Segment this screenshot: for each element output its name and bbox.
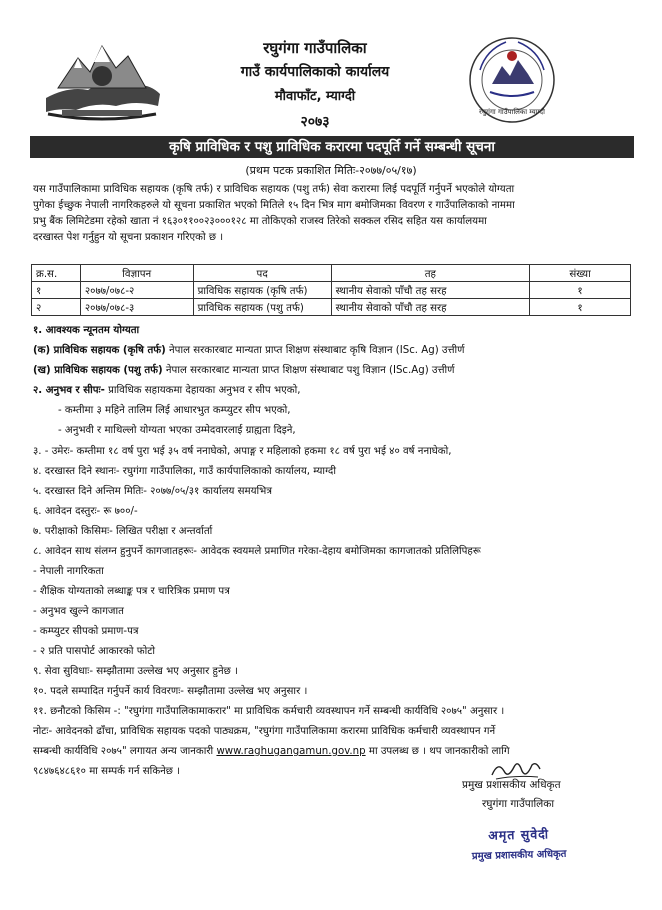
note-line — [33, 743, 633, 757]
experience-heading — [33, 382, 633, 396]
signatory-designation: प्रमुख प्रशासकीय अधिकृत — [462, 779, 561, 791]
qualification-agriculture-text: नेपाल सरकारबाट मान्यता प्राप्त शिक्षण संस्थाबाट कृषि विज्ञान (ISc. Ag) उत्तीर्ण — [165, 345, 465, 356]
contact-line: ९८४७६४८६१० मा सम्पर्क गर्न सकिनेछ । — [33, 766, 181, 777]
qualification-agriculture — [33, 342, 633, 356]
nepal-emblem-icon — [38, 28, 166, 124]
qualification-livestock-label: (ख) प्राविधिक सहायक (पशु तर्फ) — [33, 365, 163, 376]
col-header-post: पद — [193, 265, 331, 282]
office-address: मौवाफाँट, म्याग्दी — [274, 89, 356, 104]
documents-heading: ८. आवेदन साथ संलग्न हुनुपर्ने कागजातहरूः- आवेदक स्वयमले प्रमाणित गरेका-देहाय बमोजिमका कागजातको प्रतिलिपिहरू — [33, 546, 481, 557]
cell-count: १ — [530, 299, 631, 316]
qualification-heading: १. आवश्यक न्यूनतम योग्यता — [33, 325, 140, 336]
table-row — [32, 299, 631, 316]
qualification-agriculture-label: (क) प्राविधिक सहायक (कृषि तर्फ) — [33, 345, 166, 356]
table-header-row — [32, 265, 631, 282]
published-date: (प्रथम पटक प्रकाशित मितिः-२०७७/०५/१७) — [245, 164, 417, 177]
document-item: - अनुभव खुल्ने कागजात — [33, 606, 124, 617]
vacancy-table — [31, 264, 631, 316]
intro-line: प्रभु बैंक लिमिटेडमा रहेको खाता नं १६३०११००२३०००१२८ मा तोकिएको राजस्व तिरेको सक्कल रसिद सहित यस कार्यालयमा — [33, 216, 487, 227]
age-requirement: ३. - उमेरः- कम्तीमा १८ वर्ष पुरा भई ३५ वर्ष ननाघेको, अपाङ्ग र महिलाको हकमा १८ वर्ष पुरा भई ४० वर्ष ननाघेको, — [33, 446, 452, 457]
application-place: ४. दरखास्त दिने स्थानः- रघुगंगा गाउँपालिका, गाउँ कार्यपालिकाको कार्यालय, म्याग्दी — [33, 466, 336, 477]
selection-method: ११. छनौटको किसिम -: "रघुगंगा गाउँपालिकामाकरार" मा प्राविधिक कर्मचारी व्यवस्थापन गर्ने सम्बन्धी कार्यविधि २०७५" अनुसार । — [33, 706, 505, 717]
cell-advertisement: २०७७/०७८-२ — [80, 282, 193, 299]
cell-advertisement: २०७७/०७८-३ — [80, 299, 193, 316]
application-fee: ६. आवेदन दस्तुरः- रू ७००/- — [33, 506, 138, 517]
intro-line: दरखास्त पेश गर्नुहुन यो सूचना प्रकाशन गरिएको छ । — [33, 232, 224, 243]
cell-post: प्राविधिक सहायक (पशु तर्फ) — [193, 299, 331, 316]
cell-post: प्राविधिक सहायक (कृषि तर्फ) — [193, 282, 331, 299]
document-item: - नेपाली नागरिकता — [33, 566, 104, 577]
col-header-serial: क्र.स. — [32, 265, 81, 282]
website-link[interactable]: www.raghugangamun.gov.np — [216, 746, 366, 757]
municipality-name: रघुगंगा गाउँपालिका — [263, 39, 367, 57]
document-item: - शैक्षिक योग्यताको लब्धाङ्क पत्र र चारित्रिक प्रमाण पत्र — [33, 586, 230, 597]
intro-line: पुगेका ईच्छुक नेपाली नागरिकहरुले यो सूचना प्रकाशित भएको मितिले १५ दिन भित्र माग बमोजिमका विवरण र गाउँपालिकाको नाममा — [33, 200, 515, 211]
cell-serial: २ — [32, 299, 81, 316]
note-text: मा उपलब्ध छ । थप जानकारीको लागि — [365, 746, 510, 757]
stamp-title: प्रमुख प्रशासकीय अधिकृत — [471, 848, 567, 863]
job-duties: १०. पदले सम्पादित गर्नुपर्ने कार्य विवरणः- सम्झौतामा उल्लेख भए अनुसार । — [33, 686, 308, 697]
cell-serial: १ — [32, 282, 81, 299]
note-text: सम्बन्धी कार्यविधि २०७५" लगायत अन्य जानकारी — [33, 746, 217, 757]
notice-title: कृषि प्राविधिक र पशु प्राविधिक करारमा पदपूर्ति गर्ने सम्बन्धी सूचना — [30, 136, 634, 158]
intro-line: यस गाउँपालिकामा प्राविधिक सहायक (कृषि तर्फ) र प्राविधिक सहायक (पशु तर्फ) सेवा करारमा लिई पदपूर्ति गर्नुपर्ने भएकोले योग्यता — [33, 184, 515, 195]
official-stamp — [443, 824, 594, 872]
experience-label: २. अनुभव र सीपः- — [33, 385, 105, 396]
col-header-level: तह — [331, 265, 529, 282]
qualification-livestock-text: नेपाल सरकारबाट मान्यता प्राप्त शिक्षण संस्थाबाट पशु विज्ञान (ISc.Ag) उत्तीर्ण — [162, 365, 455, 376]
experience-text: प्राविधिक सहायकमा देहायका अनुभव र सीप भएको, — [104, 385, 301, 396]
application-deadline: ५. दरखास्त दिने अन्तिम मितिः- २०७७/०५/३१ कार्यालय समयभित्र — [33, 486, 272, 497]
table-row — [32, 282, 631, 299]
qualification-livestock — [33, 362, 633, 376]
cell-count: १ — [530, 282, 631, 299]
experience-item: - अनुभवी र माथिल्लो योग्यता भएका उम्मेदवारलाई ग्राह्यता दिइने, — [58, 425, 296, 436]
service-facility: ९. सेवा सुविधाः- सम्झौतामा उल्लेख भए अनुसार हुनेछ । — [33, 666, 238, 677]
col-header-advertisement: विज्ञापन — [80, 265, 193, 282]
experience-item: - कम्तीमा ३ महिने तालिम लिई आधारभुत कम्प्युटर सीप भएको, — [58, 405, 291, 416]
col-header-count: संख्या — [530, 265, 631, 282]
intro-paragraph — [33, 182, 633, 246]
exam-type: ७. परीक्षाको किसिमः- लिखित परीक्षा र अन्तर्वार्ता — [33, 526, 213, 537]
municipality-seal-icon — [466, 30, 558, 130]
cell-level: स्थानीय सेवाको पाँचौ तह सरह — [331, 299, 529, 316]
signatory-office: रघुगंगा गाउँपालिका — [482, 798, 555, 810]
document-item: - कम्प्युटर सीपको प्रमाण-पत्र — [33, 626, 139, 637]
stamp-name: अमृत सुवेदी — [488, 826, 550, 843]
office-name: गाउँ कार्यपालिकाको कार्यालय — [240, 64, 390, 80]
seal-text: रघुगंगा गाउँपालिका म्याग्दी — [479, 108, 545, 116]
established-year: २०७३ — [300, 114, 330, 130]
cell-level: स्थानीय सेवाको पाँचौ तह सरह — [331, 282, 529, 299]
note-line: नोटः- आवेदनको ढाँचा, प्राविधिक सहायक पदको पाठ्यक्रम, "रघुगंगा गाउँपालिकामा करारमा प्राविधिक कर्मचारी व्यवस्थापन गर्ने — [33, 726, 496, 737]
document-item: - २ प्रति पासपोर्ट आकारको फोटो — [33, 646, 156, 657]
